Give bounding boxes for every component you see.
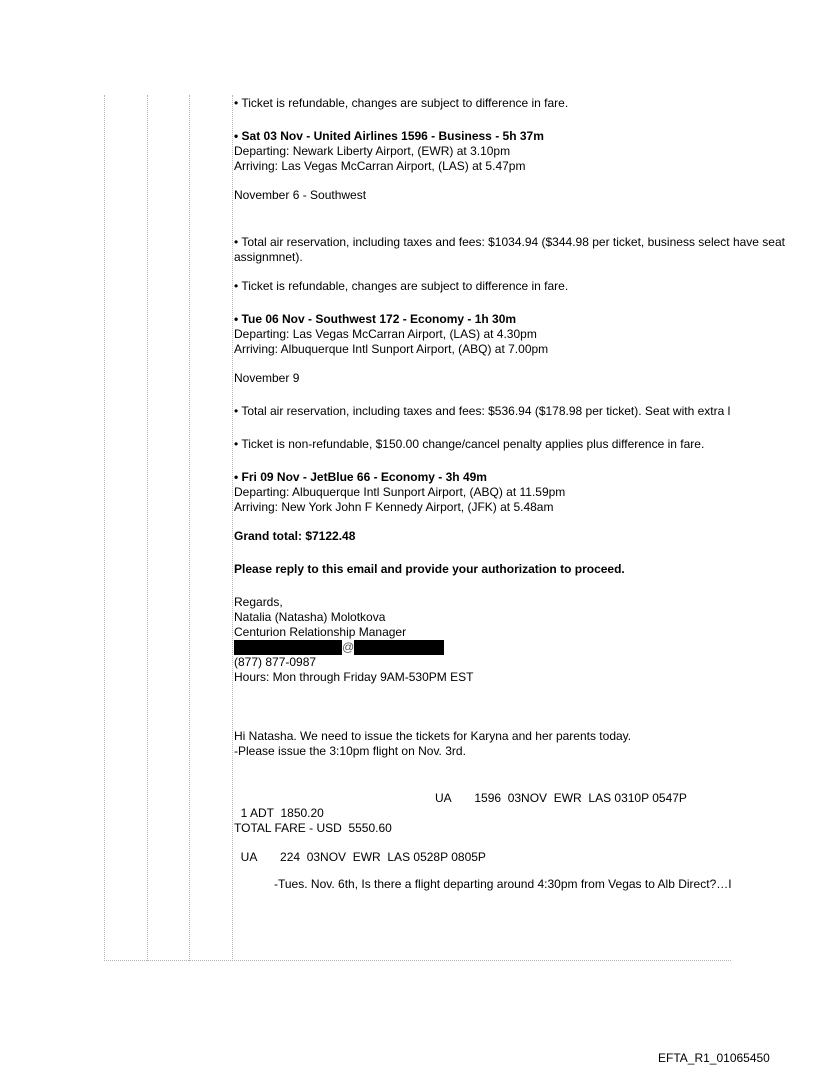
bates-number: EFTA_R1_01065450 xyxy=(658,1051,770,1065)
reply-issue: -Please issue the 3:10pm flight on Nov. 3rd. xyxy=(234,744,466,758)
redaction-block xyxy=(354,640,444,655)
sender-hours: Hours: Mon through Friday 9AM-530PM EST xyxy=(234,670,474,684)
table-column-rule-2 xyxy=(147,95,148,961)
sender-title: Centurion Relationship Manager xyxy=(234,625,407,639)
redaction-block xyxy=(234,640,342,655)
table-column-rule-4 xyxy=(232,95,233,961)
table-column-rule-1 xyxy=(104,95,105,961)
flight-1-title: • Sat 03 Nov - United Airlines 1596 - Business - 5h 37m xyxy=(234,129,544,143)
flight-2-arrive: Arriving: Albuquerque Intl Sunport Airport, (ABQ) at 7.00pm xyxy=(234,342,549,356)
reply-greeting: Hi Natasha. We need to issue the tickets for Karyna and her parents today. xyxy=(234,729,632,743)
email-body xyxy=(234,96,816,892)
sender-email: @ xyxy=(234,640,816,655)
nov6-heading: November 6 - Southwest xyxy=(234,188,367,202)
sender-name: Natalia (Natasha) Molotkova xyxy=(234,610,386,624)
flight-3-depart: Departing: Albuquerque Intl Sunport Airport, (ABQ) at 11.59pm xyxy=(234,485,566,499)
sender-phone: (877) 877-0987 xyxy=(234,655,317,669)
nov9-total: • Total air reservation, including taxes and fees: $536.94 ($178.98 per ticket). Seat with extra l xyxy=(234,404,731,418)
flight-1-depart: Departing: Newark Liberty Airport, (EWR) at 3.10pm xyxy=(234,144,511,158)
itinerary-ua1596: UA 1596 03NOV EWR LAS 0310P 0547P xyxy=(435,791,687,805)
tues-question: -Tues. Nov. 6th, Is there a flight departing around 4:30pm from Vegas to Alb Direct?…I xyxy=(274,877,732,891)
grand-total: Grand total: $7122.48 xyxy=(234,529,356,543)
nov6-total: • Total air reservation, including taxes and fees: $1034.94 ($344.98 per ticket, business select have seat assignmnet). xyxy=(234,235,785,264)
refund-note-1: • Ticket is refundable, changes are subject to difference in fare. xyxy=(234,96,569,110)
fare-adt: 1 ADT 1850.20 xyxy=(234,806,324,820)
flight-2-depart: Departing: Las Vegas McCarran Airport, (LAS) at 4.30pm xyxy=(234,327,537,341)
flight-1-arrive: Arriving: Las Vegas McCarran Airport, (LAS) at 5.47pm xyxy=(234,159,526,173)
nov9-heading: November 9 xyxy=(234,371,300,385)
table-column-rule-3 xyxy=(189,95,190,961)
flight-3-title: • Fri 09 Nov - JetBlue 66 - Economy - 3h 49m xyxy=(234,470,487,484)
refund-note-2: • Ticket is refundable, changes are subject to difference in fare. xyxy=(234,279,569,293)
nonrefund-note: • Ticket is non-refundable, $150.00 change/cancel penalty applies plus difference in fare. xyxy=(234,437,705,451)
flight-2-title: • Tue 06 Nov - Southwest 172 - Economy - 1h 30m xyxy=(234,312,517,326)
regards: Regards, xyxy=(234,595,283,609)
itinerary-ua224: UA 224 03NOV EWR LAS 0528P 0805P xyxy=(234,850,486,864)
flight-3-arrive: Arriving: New York John F Kennedy Airport, (JFK) at 5.48am xyxy=(234,500,554,514)
total-fare: TOTAL FARE - USD 5550.60 xyxy=(234,821,392,835)
reply-request: Please reply to this email and provide your authorization to proceed. xyxy=(234,562,625,576)
table-bottom-rule xyxy=(104,960,731,961)
